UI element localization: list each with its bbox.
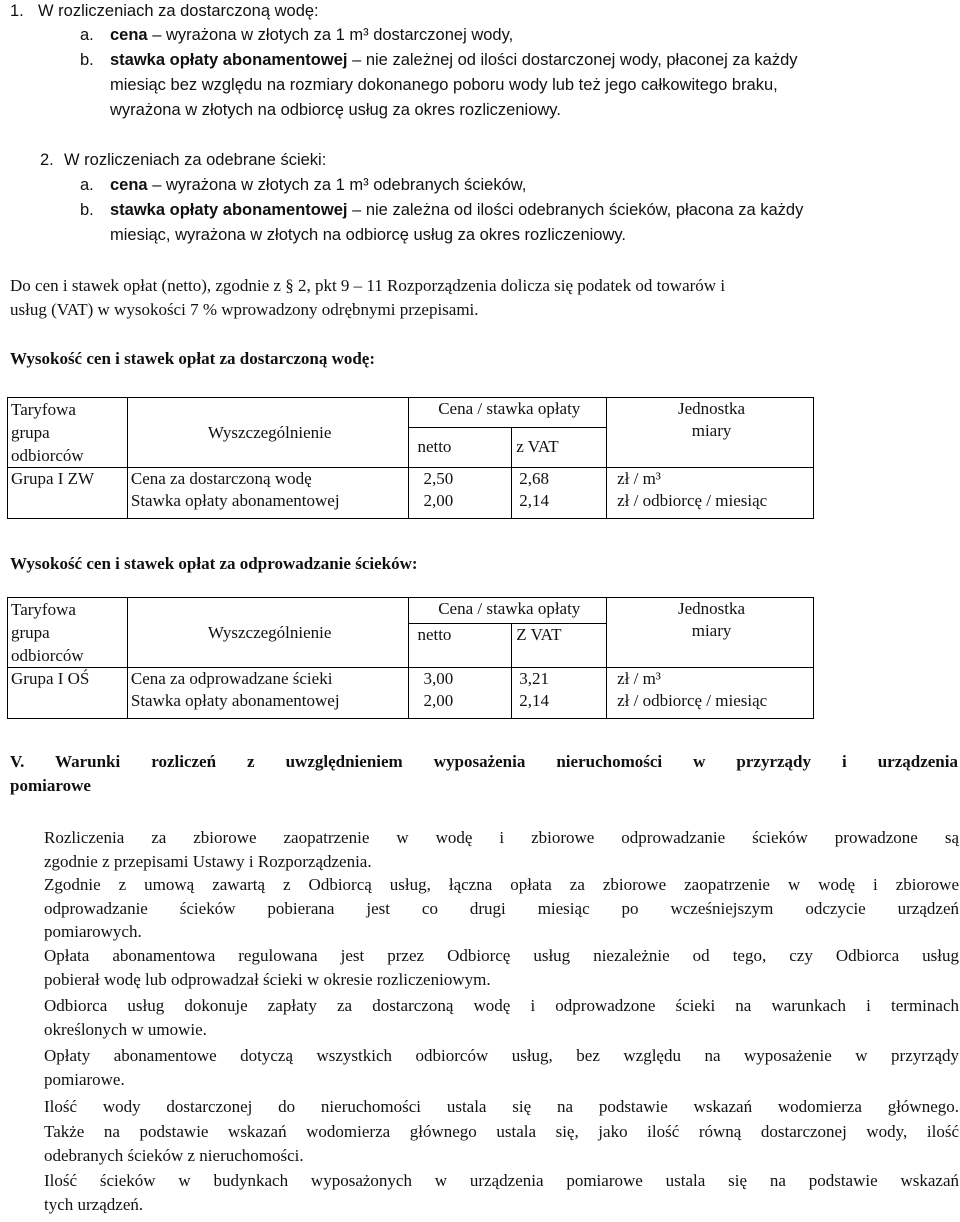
paragraph-line: Rozliczenia za zbiorowe zaopatrzenie w wodę i zbiorowe odprowadzanie ścieków prowadzone są [44,828,959,847]
paragraph-line: określonych w umowie. [44,1019,207,1039]
section1-number: 1. [10,2,24,20]
row2-spec: Stawka opłaty abonamentowej [130,491,340,510]
section-v-heading-line2: pomiarowe [10,776,91,795]
row2-unit: zł / odbiorcę / miesiąc [617,491,768,510]
group-cell: Grupa I OŚ [8,668,128,719]
section1-b-marker: b. [80,51,94,69]
vat-cell [512,668,607,719]
paragraph-line: pomiarowych. [44,922,142,941]
section1-title: W rozliczeniach za dostarczoną wodę: [38,2,319,20]
paragraph-2 [44,873,959,944]
netto-cell [409,668,512,719]
water-table-heading: Wysokość cen i stawek opłat za dostarczoną wodę: [10,349,376,368]
paragraph-line: pomiarowe. [44,1069,125,1089]
paragraph-line: tych urządzeń. [44,1194,144,1214]
table-row [8,668,814,719]
header-unit-text-1: Jednostka [678,599,746,618]
paragraph-4 [44,994,959,1041]
header-price-cell: Cena / stawka opłaty [409,398,607,428]
header-unit-text-2: miary [691,421,732,440]
header-unit-cell [607,398,814,468]
section-v-heading-line1: V. Warunki rozliczeń z uwzględnieniem wyposażenia nieruchomości w przyrządy i urządzenia [10,752,958,771]
row2-vat: 2,14 [519,491,550,510]
paragraph-line: Ilość ścieków w budynkach wyposażonych w urządzenia pomiarowe ustala się na podstawie wskazań [44,1171,959,1190]
row2-spec: Stawka opłaty abonamentowej [130,691,340,710]
row2-unit: zł / odbiorcę / miesiąc [617,691,768,710]
section1-a-bold: cena [110,26,148,44]
section2-b-text1: – nie zależna od ilości odebranych ścieków, płacona za każdy [352,201,804,219]
section1-a-line [110,26,513,45]
table-header-row [8,398,814,428]
section1-b-text1: – nie zależnej od ilości dostarczonej wody, płaconej za każdy [352,51,798,69]
header-group-cell [8,398,128,468]
header-price-cell: Cena / stawka opłaty [409,598,607,624]
sewage-table-heading: Wysokość cen i stawek opłat za odprowadzanie ścieków: [10,554,418,573]
section2-number: 2. [40,151,54,169]
row1-unit: zł / m³ [617,469,661,488]
section1-b-line1 [110,51,958,70]
header-vat-cell: z VAT [512,427,607,467]
paragraph-6 [44,1095,959,1119]
header-spec-cell: Wyszczególnienie [127,398,409,468]
row1-spec: Cena za dostarczoną wodę [130,469,312,488]
vat-note-line1: Do cen i stawek opłat (netto), zgodnie z § 2, pkt 9 – 11 Rozporządzenia dolicza się podatek od towarów i [10,276,726,295]
unit-cell [607,468,814,519]
header-group-text-1: Taryfowa [11,600,76,619]
paragraph-line: Ilość wody dostarczonej do nieruchomości ustala się na podstawie wskazań wodomierza głównego. [44,1097,959,1116]
section1-a-marker: a. [80,26,94,44]
section2-b-line2: miesiąc, wyrażona w złotych na odbiorcę usług za okres rozliczeniowy. [110,226,626,244]
paragraph-7 [44,1120,959,1167]
header-netto-cell: netto [409,427,512,467]
paragraph-line: Zgodnie z umową zawartą z Odbiorcą usług, łączna opłata za zbiorowe zaopatrzenie w wodę i zbiorowe [44,875,959,894]
paragraph-line: pobierał wodę lub odprowadzał ścieki w okresie rozliczeniowym. [44,969,491,989]
section2-a-line [110,176,526,195]
header-group-text-1: Taryfowa [11,400,76,419]
section2-b-bold: stawka opłaty abonamentowej [110,201,348,219]
unit-cell [607,668,814,719]
section2-b-line1 [110,201,803,220]
section2-a-text: – wyrażona w złotych za 1 m³ odebranych ścieków, [152,176,527,194]
section1-b-line3: wyrażona w złotych na odbiorcę usług za okres rozliczeniowy. [110,101,561,119]
paragraph-3 [44,944,959,991]
vat-cell [512,468,607,519]
sewage-price-table [7,597,814,719]
paragraph-line: zgodnie z przepisami Ustawy i Rozporządzenia. [44,851,372,871]
row2-netto: 2,00 [423,691,454,710]
group-cell: Grupa I ZW [8,468,128,519]
row1-netto: 3,00 [423,669,454,688]
row1-spec: Cena za odprowadzane ścieki [130,669,333,688]
section2-title: W rozliczeniach za odebrane ścieki: [64,151,327,169]
header-group-text-3: odbiorców [11,446,84,465]
row1-unit: zł / m³ [617,669,661,688]
header-group-cell [8,598,128,668]
paragraph-line: Odbiorca usług dokonuje zapłaty za dostarczoną wodę i odprowadzone ścieki na warunkach i terminach [44,996,959,1015]
paragraph-line: Opłata abonamentowa regulowana jest przez Odbiorcę usług niezależnie od tego, czy Odbiorca usług [44,946,959,965]
header-unit-text-2: miary [691,621,732,640]
header-group-text-3: odbiorców [11,646,84,665]
section2-b-marker: b. [80,201,94,219]
paragraph-line: Także na podstawie wskazań wodomierza głównego ustala się, jako ilość równą dostarczonej wody, ilość [44,1122,959,1141]
water-price-table [7,397,814,519]
section2-a-bold: cena [110,176,148,194]
row1-vat: 3,21 [519,669,550,688]
header-group-text-2: grupa [11,623,50,642]
table-header-row [8,598,814,624]
paragraph-line: odebranych ścieków z nieruchomości. [44,1145,304,1165]
section2-a-marker: a. [80,176,94,194]
paragraph-line: Opłaty abonamentowe dotyczą wszystkich odbiorców usług, bez względu na wyposażenie w przyrządy [44,1046,959,1065]
vat-note-line2: usług (VAT) w wysokości 7 % wprowadzony odrębnymi przepisami. [10,300,479,319]
header-group-text-2: grupa [11,423,50,442]
section1-b-bold: stawka opłaty abonamentowej [110,51,348,69]
row2-netto: 2,00 [423,491,454,510]
netto-cell [409,468,512,519]
header-spec-cell: Wyszczególnienie [127,598,409,668]
header-netto-cell: netto [409,623,512,667]
spec-cell [127,668,409,719]
section1-b-line2: miesiąc bez względu na rozmiary dokonanego poboru wody lub też jego całkowitego braku, [110,76,778,94]
row1-vat: 2,68 [519,469,550,488]
row1-netto: 2,50 [423,469,454,488]
header-unit-cell [607,598,814,668]
spec-cell [127,468,409,519]
paragraph-5 [44,1044,959,1091]
row2-vat: 2,14 [519,691,550,710]
paragraph-1 [44,826,959,873]
paragraph-line: odprowadzanie ścieków pobierana jest co drugi miesiąc po wcześniejszym odczycie urządzeń [44,898,959,918]
table-row [8,468,814,519]
paragraph-8 [44,1169,959,1216]
header-vat-cell: Z VAT [512,623,607,667]
header-unit-text-1: Jednostka [678,399,746,418]
section1-a-text: – wyrażona w złotych za 1 m³ dostarczonej wody, [152,26,514,44]
